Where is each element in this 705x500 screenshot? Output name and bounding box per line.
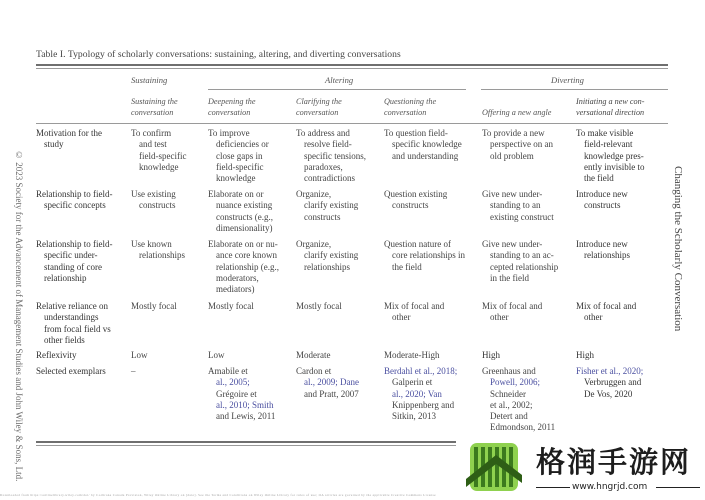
copyright-vertical: © 2023 Society for the Advancement of Management Studies and John Wiley & Sons, Ltd. (14, 150, 24, 482)
top-rule-2 (36, 68, 668, 69)
cell-exemplars-new-angle[interactable]: Greenhaus and Powell, 2006; Schneider et al., 2002; Detert and Edmondson, 2011 (482, 366, 574, 434)
row-label-exemplars: Selected exemplars (36, 366, 106, 376)
top-rule (36, 64, 668, 66)
citation-link[interactable]: al., 2020; Van (392, 388, 442, 399)
subheader-questioning: Questioning the conversation (384, 97, 437, 118)
download-footer: Downloaded from https://onlinelibrary.wiley.com/doi/ by Cochrane Canada Provision, Wiley Online Library on [date]. See the Terms and Conditions on Wiley Online Library for rules of use; OA articles are governed by the applicable Creative Commons License (0, 493, 436, 497)
cell-relationships-deepening: Elaborate on or nu- ance core known relationship (e.g., moderators, mediators) (208, 239, 279, 295)
cell-relationships-new-direction: Introduce new relationships (576, 239, 630, 261)
cell-relationships-new-angle: Give new under- standing to an ac- cepted relationship in the field (482, 239, 559, 283)
watermark-title: 格润手游网 (536, 445, 692, 479)
cell-motivation-clarifying: To address and resolve field- specific tensions, paradoxes, contradictions (296, 128, 366, 184)
cell-relationships-questioning: Question nature of core relationships in the field (384, 239, 465, 272)
row-label-relationships: Relationship to field- specific under- standing of core relationship (36, 239, 113, 283)
citation-link[interactable]: al., 2005; (216, 377, 250, 388)
cell-reliance-questioning: Mix of focal and other (384, 301, 445, 323)
cell-concepts-clarifying: Organize, clarify existing constructs (296, 189, 359, 222)
cell-reflexivity-questioning: Moderate-High (384, 350, 440, 360)
row-label-reflexivity: Reflexivity (36, 350, 77, 360)
table-caption: Table I. Typology of scholarly conversations: sustaining, altering, and diverting conversations (36, 49, 401, 60)
cell-motivation-questioning: To question field- specific knowledge and understanding (384, 128, 462, 161)
watermark-url: www.hngrjd.com (572, 482, 648, 492)
group-sustaining: Sustaining (131, 75, 168, 85)
cell-concepts-new-angle: Give new under- standing to an existing construct (482, 189, 554, 222)
cell-concepts-deepening: Elaborate on or nuance existing constructs (e.g., dimensionality) (208, 189, 273, 233)
subheader-new-direction: Initiating a new con- versational direction (576, 97, 645, 118)
row-label-reliance: Relative reliance on understandings from focal field vs other fields (36, 301, 111, 345)
cell-exemplars-sustaining: – (131, 366, 136, 376)
cell-reliance-new-angle: Mix of focal and other (482, 301, 543, 323)
cell-motivation-sustaining: To confirm and test field-specific knowledge (131, 128, 187, 172)
cell-exemplars-new-direction[interactable]: Fisher et al., 2020; Verbruggen and De Vos, 2020 (576, 366, 644, 399)
altering-rule (208, 89, 466, 90)
cell-reflexivity-new-angle: High (482, 350, 500, 360)
watermark-dash-left (536, 487, 570, 488)
group-altering: Altering (325, 75, 354, 85)
cell-concepts-new-direction: Introduce new constructs (576, 189, 628, 211)
subheader-new-angle: Offering a new angle (482, 108, 552, 117)
cell-exemplars-questioning[interactable]: Berdahl et al., 2018; Galperin et al., 2020; Van Knippenberg and Sitkin, 2013 (384, 366, 480, 422)
subheader-clarifying: Clarifying the conversation (296, 97, 342, 118)
cell-relationships-clarifying: Organize, clarify existing relationships (296, 239, 359, 272)
cell-exemplars-clarifying[interactable]: Cardon et al., 2009; Dane and Pratt, 2007 (296, 366, 382, 400)
cell-reliance-clarifying: Mostly focal (296, 301, 342, 311)
cell-reflexivity-sustaining: Low (131, 350, 148, 360)
subheader-deepening: Deepening the conversation (208, 97, 256, 118)
house-logo-icon (466, 437, 522, 493)
header-rule (36, 123, 668, 124)
cell-reflexivity-new-direction: High (576, 350, 594, 360)
cell-concepts-questioning: Question existing constructs (384, 189, 448, 211)
citation-link[interactable]: Powell, 2006; (490, 377, 541, 388)
running-title-vertical: Changing the Scholarly Conversation (672, 166, 684, 332)
diverting-rule (481, 89, 668, 90)
citation-link[interactable]: al., 2010; Smith (216, 399, 274, 410)
cell-motivation-new-direction: To make visible field-relevant knowledge pres- ently invisible to the field (576, 128, 645, 184)
bottom-rule (36, 441, 456, 443)
citation-link[interactable]: al., 2009; Dane (304, 377, 359, 388)
bottom-rule-2 (36, 445, 456, 446)
subheader-sustaining: Sustaining the conversation (131, 97, 178, 118)
cell-relationships-sustaining: Use known relationships (131, 239, 185, 261)
cell-reliance-new-direction: Mix of focal and other (576, 301, 637, 323)
cell-concepts-sustaining: Use existing constructs (131, 189, 176, 211)
cell-exemplars-deepening[interactable]: Amabile et al., 2005; Grégoire et al., 2010; Smith and Lewis, 2011 (208, 366, 293, 422)
cell-reflexivity-deepening: Low (208, 350, 225, 360)
cell-reflexivity-clarifying: Moderate (296, 350, 331, 360)
watermark (460, 432, 705, 500)
citation-link[interactable]: Berdahl et al., 2018; (384, 366, 458, 376)
citation-link[interactable]: Fisher et al., 2020; (576, 366, 644, 376)
row-label-motivation: Motivation for the study (36, 128, 102, 150)
group-diverting: Diverting (551, 75, 584, 85)
row-label-concepts: Relationship to field- specific concepts (36, 189, 113, 211)
cell-reliance-sustaining: Mostly focal (131, 301, 177, 311)
cell-motivation-new-angle: To provide a new perspective on an old problem (482, 128, 553, 161)
cell-reliance-deepening: Mostly focal (208, 301, 254, 311)
cell-motivation-deepening: To improve deficiencies or close gaps in field-specific knowledge (208, 128, 269, 184)
watermark-dash-right (656, 487, 700, 488)
